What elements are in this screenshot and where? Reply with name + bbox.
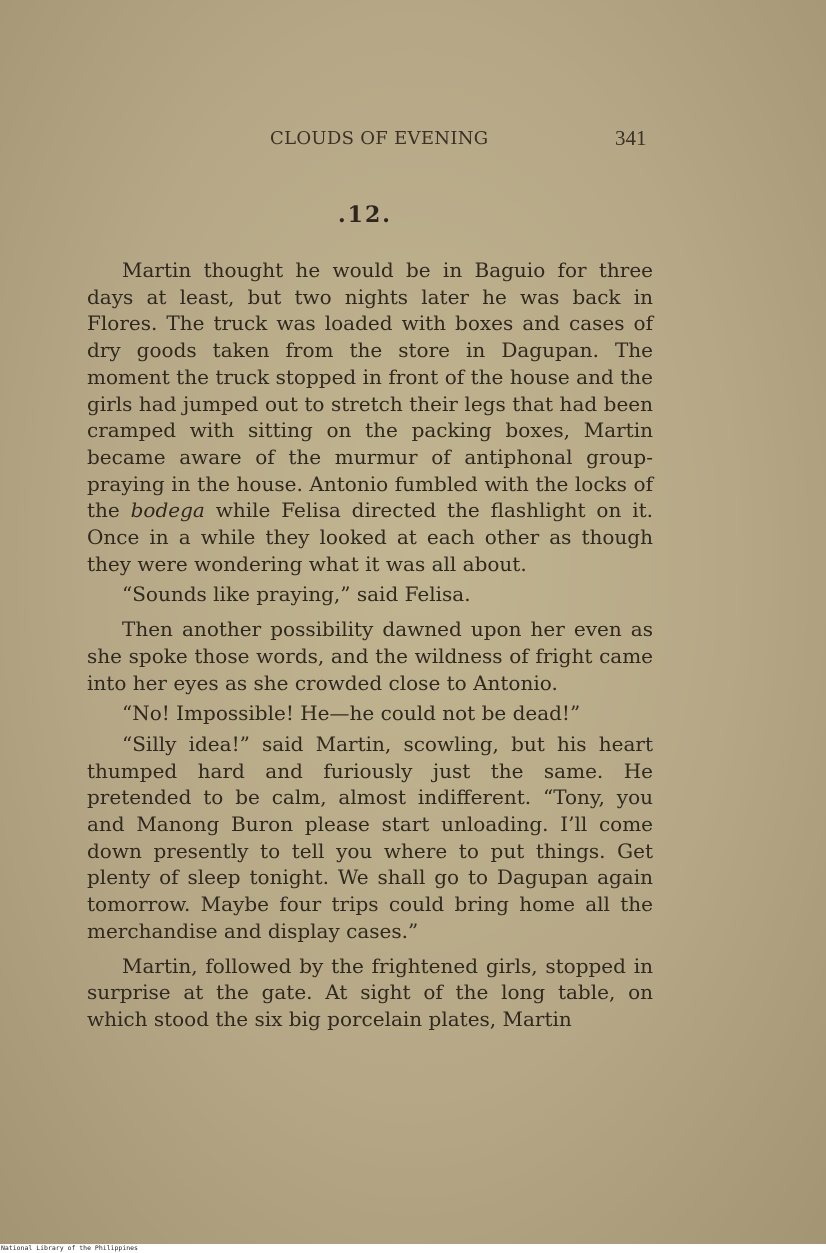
paragraph-5: “Silly idea!” said Martin, scowling, but his heart thumped hard and furiously just the same. He pretended to be calm, almost indifferent. “Tony, you and Manong Buron please start unloading. I’ll come down presently to tell you where to put things. Get plenty of sleep tonight. We shall go to Dagupan again tomorrow. Maybe four trips could bring home all the merchandise and display cases.” bbox=[87, 731, 653, 943]
body-text bbox=[87, 257, 653, 1033]
running-title: CLOUDS OF EVENING bbox=[270, 128, 489, 149]
paragraph-1-emphasis: bodega bbox=[130, 498, 205, 523]
paragraph-2: “Sounds like praying,” said Felisa. bbox=[122, 582, 471, 607]
page-number: 341 bbox=[615, 126, 647, 150]
paragraph-1 bbox=[87, 257, 653, 577]
paragraph-1-text-a: Martin thought he would be in Baguio for three days at least, but two nights later he was back in Flores. The truck was loaded with boxes and cases of dry goods taken from the store in Dagupan. The moment the truck stopped in front of the house and the girls had jumped out to stretch their legs that had been cramped with sitting on the packing boxes, Martin became aware of the murmur of antiphonal group-praying in the house. Antonio fumbled with the locks of the bbox=[87, 258, 653, 523]
paragraph-1-text-b: while Felisa directed the flashlight on it. Once in a while they looked at each other as though they were wondering what it was all about. bbox=[87, 498, 653, 576]
paragraph-6: Martin, followed by the frightened girls, stopped in surprise at the gate. At sight of the long table, on which stood the six big porcelain plates, Martin bbox=[87, 953, 653, 1031]
paragraph-3: Then another possibility dawned upon her even as she spoke those words, and the wildness of fright came into her eyes as she crowded close to Antonio. bbox=[87, 617, 653, 695]
paragraph-4: “No! Impossible! He—he could not be dead!” bbox=[122, 701, 581, 726]
footer-credit: National Library of the Philippines bbox=[1, 1244, 138, 1252]
chapter-number: .12. bbox=[338, 202, 392, 228]
